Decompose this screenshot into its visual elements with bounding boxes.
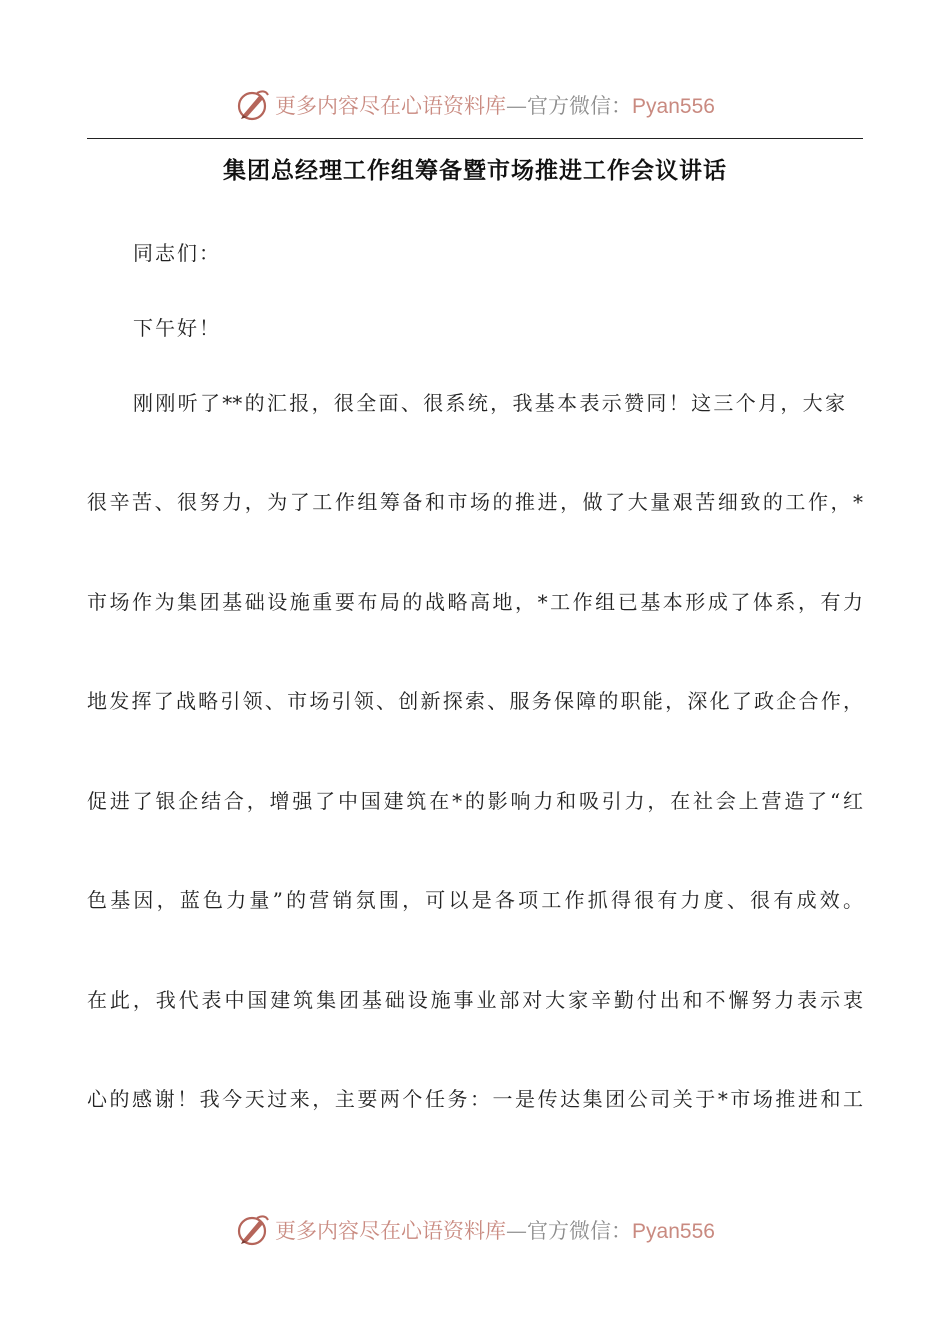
footer-wechat-id: Pyan556 [632, 1220, 715, 1243]
pen-circle-logo-icon [235, 1212, 271, 1248]
body-line: 心的感谢！我今天过来，主要两个任务：一是传达集团公司关于*市场推进和工 [87, 1087, 863, 1111]
greeting: 下午好！ [133, 316, 221, 340]
header-watermark [0, 80, 950, 130]
footer-separator: — [506, 1219, 528, 1243]
footer-banner-text [275, 1215, 715, 1245]
body-line: 市场作为集团基础设施重要布局的战略高地，*工作组已基本形成了体系，有力 [87, 590, 863, 614]
salutation: 同志们： [133, 241, 221, 265]
body-line: 在此，我代表中国建筑集团基础设施事业部对大家辛勤付出和不懈努力表示衷 [87, 988, 863, 1012]
header-wechat-label: 官方微信： [527, 94, 633, 118]
body-line: 促进了银企结合，增强了中国建筑在*的影响力和吸引力，在社会上营造了“红 [87, 789, 863, 813]
header-separator: — [506, 94, 528, 118]
document-title: 集团总经理工作组筹备暨市场推进工作会议讲话 [223, 158, 727, 184]
body-line: 色基因，蓝色力量”的营销氛围，可以是各项工作抓得很有力度、很有成效。 [87, 888, 863, 912]
pen-circle-logo-icon [235, 87, 271, 123]
header-divider [87, 138, 863, 139]
header-banner-text [275, 90, 715, 120]
body-line: 刚刚听了**的汇报，很全面、很系统，我基本表示赞同！这三个月，大家 [133, 391, 845, 415]
header-wechat-id: Pyan556 [632, 95, 715, 118]
footer-watermark [0, 1205, 950, 1255]
body-line: 很辛苦、很努力，为了工作组筹备和市场的推进，做了大量艰苦细致的工作，* [87, 490, 863, 514]
footer-brand: 更多内容尽在心语资料库 [275, 1219, 507, 1243]
header-brand: 更多内容尽在心语资料库 [275, 94, 507, 118]
footer-wechat-label: 官方微信： [527, 1219, 633, 1243]
body-line: 地发挥了战略引领、市场引领、创新探索、服务保障的职能，深化了政企合作， [87, 689, 863, 713]
